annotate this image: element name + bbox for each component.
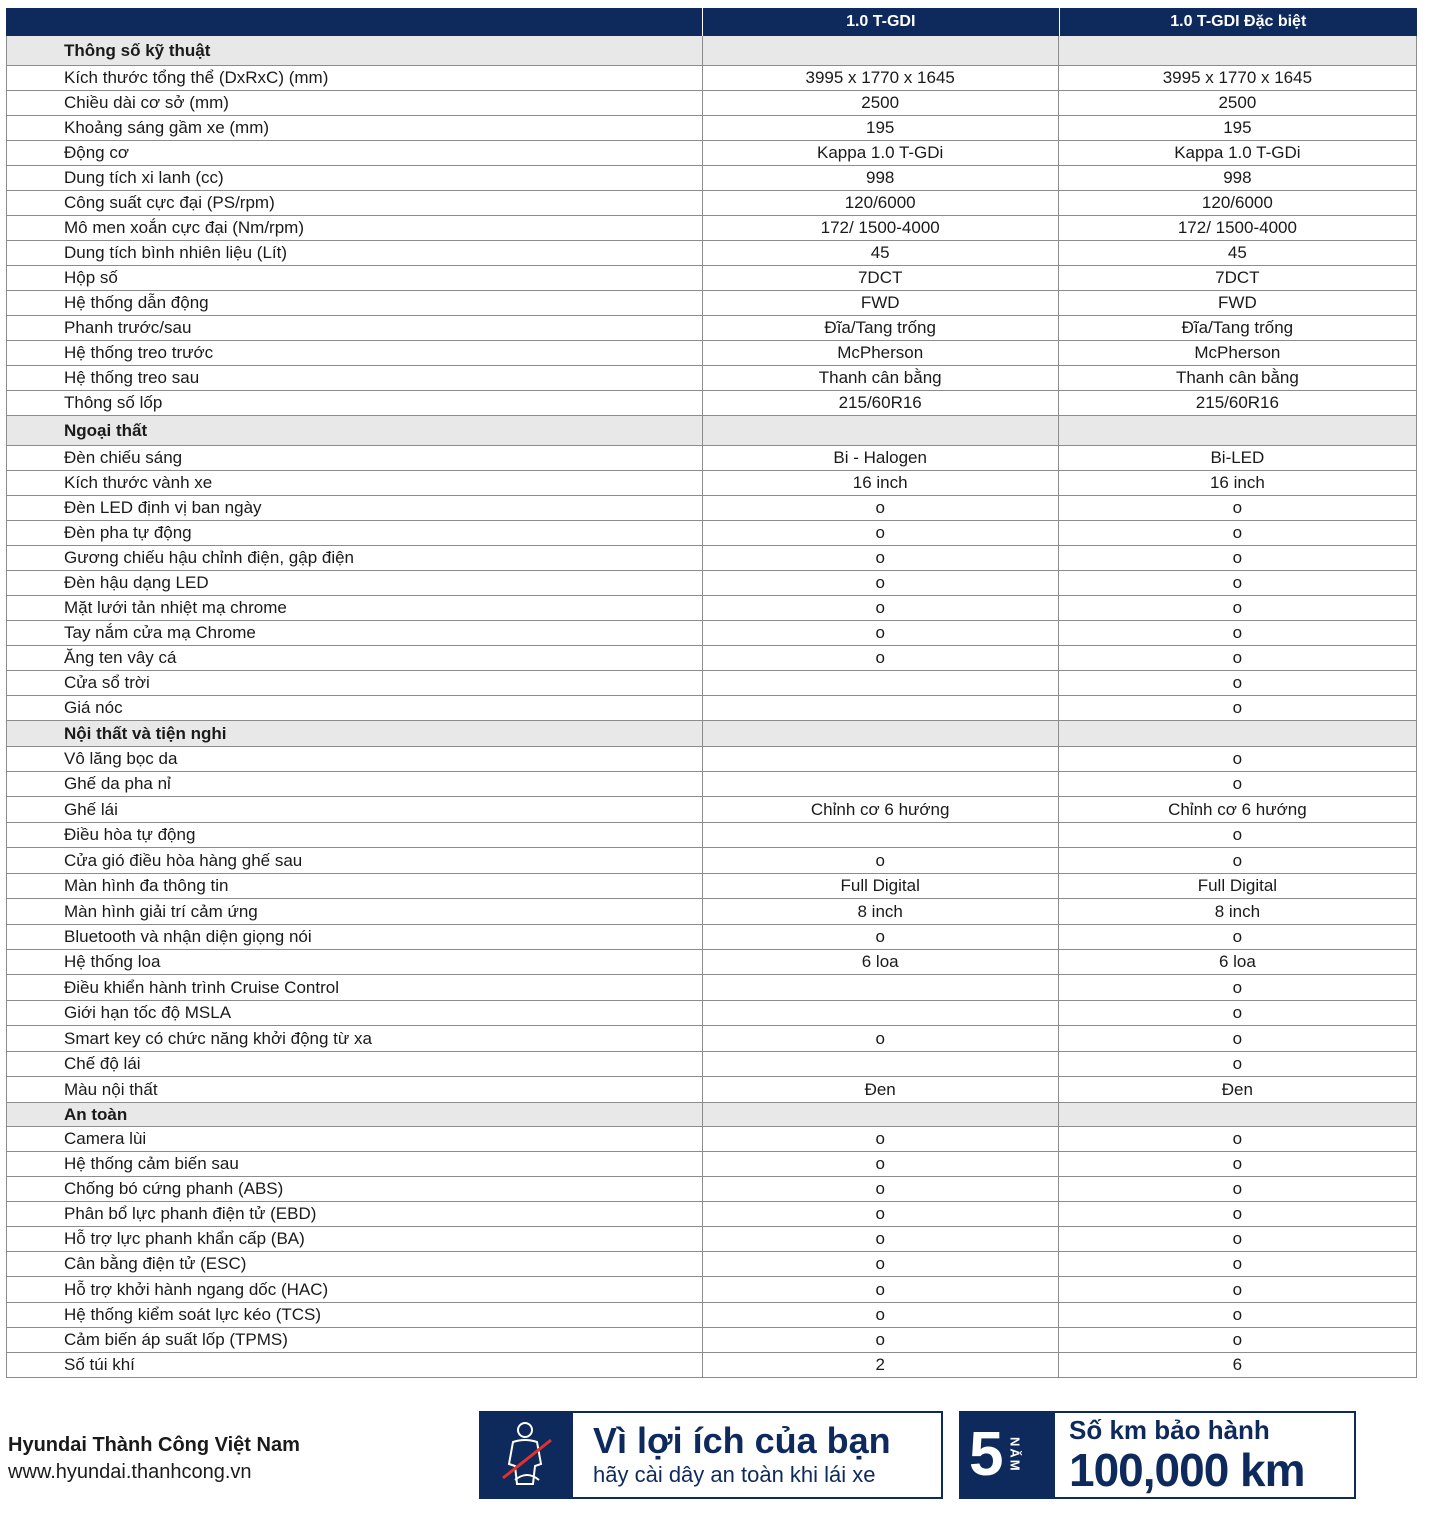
value-standard	[702, 671, 1058, 695]
value-special: 998	[1058, 166, 1417, 190]
table-row	[6, 266, 1417, 291]
value-special: o	[1058, 848, 1417, 873]
value-standard: 16 inch	[702, 471, 1058, 495]
value-standard: FWD	[702, 291, 1058, 315]
spec-table	[6, 8, 1417, 1378]
feature-label: Đèn LED định vị ban ngày	[6, 496, 702, 520]
value-standard: 45	[702, 241, 1058, 265]
table-row	[6, 950, 1417, 975]
value-standard: o	[702, 1026, 1058, 1051]
value-special: Đen	[1058, 1077, 1417, 1102]
value-special	[1058, 1103, 1417, 1126]
table-row	[6, 1177, 1417, 1202]
section-header-row	[6, 721, 1417, 747]
feature-label: Thông số lốp	[6, 391, 702, 415]
table-row	[6, 1052, 1417, 1077]
value-standard	[702, 1103, 1058, 1126]
table-row	[6, 116, 1417, 141]
value-standard: Đen	[702, 1077, 1058, 1102]
table-row	[6, 66, 1417, 91]
value-standard: 120/6000	[702, 191, 1058, 215]
table-row	[6, 1328, 1417, 1353]
value-special: 6 loa	[1058, 950, 1417, 974]
value-standard: 8 inch	[702, 899, 1058, 924]
value-special: 7DCT	[1058, 266, 1417, 290]
value-special: o	[1058, 823, 1417, 847]
warranty-title: Số km bảo hành	[1069, 1415, 1270, 1445]
table-header	[6, 8, 1417, 36]
table-row	[6, 446, 1417, 471]
feature-label: Smart key có chức năng khởi động từ xa	[6, 1026, 702, 1051]
value-standard	[702, 721, 1058, 746]
value-special: o	[1058, 1026, 1417, 1051]
value-special: o	[1058, 1127, 1417, 1151]
value-special: 45	[1058, 241, 1417, 265]
value-standard: o	[702, 1328, 1058, 1352]
seatbelt-subtitle: hãy cài dây an toàn khi lái xe	[593, 1462, 876, 1487]
seatbelt-icon	[481, 1413, 573, 1497]
table-row	[6, 925, 1417, 950]
brand-name: Hyundai Thành Công Việt Nam	[8, 1434, 300, 1456]
feature-label: Đèn chiếu sáng	[6, 446, 702, 470]
value-special: 3995 x 1770 x 1645	[1058, 66, 1417, 90]
table-row	[6, 341, 1417, 366]
table-row	[6, 241, 1417, 266]
value-special: o	[1058, 1227, 1417, 1251]
table-row	[6, 391, 1417, 416]
table-row	[6, 1277, 1417, 1303]
feature-label: Màu nội thất	[6, 1077, 702, 1102]
header-cell-variant-special: 1.0 T-GDI Đặc biệt	[1170, 13, 1307, 30]
feature-label: Dung tích bình nhiên liệu (Lít)	[6, 241, 702, 265]
feature-label: Giá nóc	[6, 696, 702, 720]
value-standard: o	[702, 571, 1058, 595]
value-standard: Kappa 1.0 T-GDi	[702, 141, 1058, 165]
value-special: o	[1058, 1328, 1417, 1352]
feature-label: Đèn pha tự động	[6, 521, 702, 545]
table-row	[6, 772, 1417, 797]
value-special	[1058, 416, 1417, 445]
value-special: o	[1058, 521, 1417, 545]
feature-label: Chống bó cứng phanh (ABS)	[6, 1177, 702, 1201]
feature-label: Chiều dài cơ sở (mm)	[6, 91, 702, 115]
feature-label: Giới hạn tốc độ MSLA	[6, 1001, 702, 1025]
feature-label: Khoảng sáng gầm xe (mm)	[6, 116, 702, 140]
feature-label: Hệ thống treo sau	[6, 366, 702, 390]
value-special: 172/ 1500-4000	[1058, 216, 1417, 240]
value-standard: o	[702, 1303, 1058, 1327]
value-special: 2500	[1058, 91, 1417, 115]
value-special: Thanh cân bằng	[1058, 366, 1417, 390]
table-row	[6, 166, 1417, 191]
table-row	[6, 546, 1417, 571]
feature-label: Cảm biến áp suất lốp (TPMS)	[6, 1328, 702, 1352]
seatbelt-banner	[479, 1411, 943, 1499]
warranty-years: 5	[969, 1420, 1004, 1489]
value-standard	[702, 696, 1058, 720]
table-body	[6, 36, 1417, 1378]
feature-label: Phanh trước/sau	[6, 316, 702, 340]
brand-url: www.hyundai.thanhcong.vn	[8, 1461, 252, 1483]
feature-label: Hỗ trợ khởi hành ngang dốc (HAC)	[6, 1277, 702, 1302]
value-standard: o	[702, 521, 1058, 545]
value-special: 195	[1058, 116, 1417, 140]
section-header-row	[6, 1103, 1417, 1127]
value-standard	[702, 747, 1058, 771]
table-row	[6, 521, 1417, 546]
table-row	[6, 91, 1417, 116]
value-standard: o	[702, 1202, 1058, 1226]
table-row	[6, 1252, 1417, 1277]
value-special: 215/60R16	[1058, 391, 1417, 415]
header-cell-feature	[6, 8, 703, 36]
table-row	[6, 1077, 1417, 1103]
value-special: 16 inch	[1058, 471, 1417, 495]
table-row	[6, 1026, 1417, 1052]
value-special: o	[1058, 925, 1417, 949]
feature-label: Số túi khí	[6, 1353, 702, 1377]
table-row	[6, 646, 1417, 671]
value-special: Kappa 1.0 T-GDi	[1058, 141, 1417, 165]
feature-label: Tay nắm cửa mạ Chrome	[6, 621, 702, 645]
value-special: 8 inch	[1058, 899, 1417, 924]
table-row	[6, 671, 1417, 696]
value-standard: 2	[702, 1353, 1058, 1377]
value-standard	[702, 1001, 1058, 1025]
value-special: o	[1058, 596, 1417, 620]
value-standard: o	[702, 1152, 1058, 1176]
value-standard: 6 loa	[702, 950, 1058, 974]
value-standard: Thanh cân bằng	[702, 366, 1058, 390]
feature-label: Hỗ trợ lực phanh khẩn cấp (BA)	[6, 1227, 702, 1251]
feature-label: Hệ thống cảm biến sau	[6, 1152, 702, 1176]
value-standard	[702, 772, 1058, 796]
table-row	[6, 874, 1417, 899]
value-standard: o	[702, 546, 1058, 570]
value-special: o	[1058, 621, 1417, 645]
table-row	[6, 366, 1417, 391]
value-standard: o	[702, 1227, 1058, 1251]
table-row	[6, 747, 1417, 772]
value-standard	[702, 823, 1058, 847]
feature-label: Mô men xoắn cực đại (Nm/rpm)	[6, 216, 702, 240]
seatbelt-title: Vì lợi ích của bạn	[593, 1420, 891, 1461]
value-special: o	[1058, 671, 1417, 695]
feature-label: Kích thước tổng thể (DxRxC) (mm)	[6, 66, 702, 90]
value-special: o	[1058, 1001, 1417, 1025]
value-special	[1058, 36, 1417, 65]
section-title: Ngoại thất	[6, 416, 702, 445]
table-row	[6, 1227, 1417, 1252]
feature-label: Bluetooth và nhận diện giọng nói	[6, 925, 702, 949]
value-standard: 3995 x 1770 x 1645	[702, 66, 1058, 90]
value-standard	[702, 1052, 1058, 1076]
feature-label: Hệ thống dẫn động	[6, 291, 702, 315]
table-row	[6, 216, 1417, 241]
table-row	[6, 797, 1417, 823]
table-row	[6, 291, 1417, 316]
value-special: Full Digital	[1058, 874, 1417, 898]
value-standard: Đĩa/Tang trống	[702, 316, 1058, 340]
value-special: o	[1058, 496, 1417, 520]
value-standard: o	[702, 496, 1058, 520]
value-special	[1058, 721, 1417, 746]
feature-label: Cửa sổ trời	[6, 671, 702, 695]
warranty-distance: 100,000 km	[1069, 1444, 1305, 1496]
value-special: o	[1058, 1052, 1417, 1076]
section-header-row	[6, 36, 1417, 66]
section-header-row	[6, 416, 1417, 446]
value-standard	[702, 36, 1058, 65]
feature-label: Ghế da pha nỉ	[6, 772, 702, 796]
table-row	[6, 141, 1417, 166]
value-standard	[702, 416, 1058, 445]
value-special: o	[1058, 975, 1417, 1000]
feature-label: Cửa gió điều hòa hàng ghế sau	[6, 848, 702, 873]
value-standard: o	[702, 1127, 1058, 1151]
value-special: Chỉnh cơ 6 hướng	[1058, 797, 1417, 822]
value-standard: 215/60R16	[702, 391, 1058, 415]
value-special: FWD	[1058, 291, 1417, 315]
feature-label: Màn hình giải trí cảm ứng	[6, 899, 702, 924]
value-standard: o	[702, 1277, 1058, 1302]
value-standard: o	[702, 646, 1058, 670]
value-special: o	[1058, 1303, 1417, 1327]
feature-label: Phân bổ lực phanh điện tử (EBD)	[6, 1202, 702, 1226]
table-row	[6, 596, 1417, 621]
value-special: o	[1058, 696, 1417, 720]
value-special: Bi-LED	[1058, 446, 1417, 470]
feature-label: Hệ thống kiểm soát lực kéo (TCS)	[6, 1303, 702, 1327]
value-special: o	[1058, 747, 1417, 771]
section-title: An toàn	[6, 1103, 702, 1126]
value-standard: o	[702, 925, 1058, 949]
value-standard: Bi - Halogen	[702, 446, 1058, 470]
value-special: o	[1058, 1152, 1417, 1176]
feature-label: Chế độ lái	[6, 1052, 702, 1076]
value-standard: McPherson	[702, 341, 1058, 365]
table-row	[6, 848, 1417, 874]
value-special: o	[1058, 646, 1417, 670]
feature-label: Dung tích xi lanh (cc)	[6, 166, 702, 190]
value-special: o	[1058, 1252, 1417, 1276]
value-standard: o	[702, 621, 1058, 645]
value-special: o	[1058, 1177, 1417, 1201]
table-row	[6, 191, 1417, 216]
table-row	[6, 823, 1417, 848]
feature-label: Điều hòa tự động	[6, 823, 702, 847]
header-cell-variant-standard: 1.0 T-GDI	[703, 8, 1060, 36]
table-row	[6, 316, 1417, 341]
table-row	[6, 1127, 1417, 1152]
feature-label: Kích thước vành xe	[6, 471, 702, 495]
value-standard: o	[702, 848, 1058, 873]
table-row	[6, 1152, 1417, 1177]
feature-label: Công suất cực đại (PS/rpm)	[6, 191, 702, 215]
value-special: 6	[1058, 1353, 1417, 1377]
feature-label: Ăng ten vây cá	[6, 646, 702, 670]
table-row	[6, 1303, 1417, 1328]
warranty-banner	[959, 1411, 1356, 1499]
value-standard: 2500	[702, 91, 1058, 115]
value-special: McPherson	[1058, 341, 1417, 365]
value-standard: 998	[702, 166, 1058, 190]
table-row	[6, 471, 1417, 496]
value-standard	[702, 975, 1058, 1000]
table-row	[6, 1353, 1417, 1378]
table-row	[6, 1001, 1417, 1026]
table-row	[6, 571, 1417, 596]
value-special: o	[1058, 571, 1417, 595]
value-standard: 172/ 1500-4000	[702, 216, 1058, 240]
footer-brand	[8, 1434, 300, 1484]
feature-label: Hệ thống loa	[6, 950, 702, 974]
section-title: Thông số kỹ thuật	[6, 36, 702, 65]
value-standard: o	[702, 1177, 1058, 1201]
value-special: o	[1058, 1202, 1417, 1226]
feature-label: Mặt lưới tản nhiệt mạ chrome	[6, 596, 702, 620]
feature-label: Cân bằng điện tử (ESC)	[6, 1252, 702, 1276]
table-row	[6, 621, 1417, 646]
value-standard: 195	[702, 116, 1058, 140]
value-standard: o	[702, 1252, 1058, 1276]
value-standard: o	[702, 596, 1058, 620]
value-special: Đĩa/Tang trống	[1058, 316, 1417, 340]
value-standard: Full Digital	[702, 874, 1058, 898]
feature-label: Màn hình đa thông tin	[6, 874, 702, 898]
warranty-years-unit: NĂM	[1007, 1437, 1023, 1473]
feature-label: Hộp số	[6, 266, 702, 290]
feature-label: Động cơ	[6, 141, 702, 165]
table-row	[6, 1202, 1417, 1227]
section-title: Nội thất và tiện nghi	[6, 721, 702, 746]
value-standard: Chỉnh cơ 6 hướng	[702, 797, 1058, 822]
table-row	[6, 696, 1417, 721]
table-row	[6, 975, 1417, 1001]
feature-label: Điều khiển hành trình Cruise Control	[6, 975, 702, 1000]
value-special: o	[1058, 1277, 1417, 1302]
value-standard: 7DCT	[702, 266, 1058, 290]
table-row	[6, 496, 1417, 521]
value-special: 120/6000	[1058, 191, 1417, 215]
feature-label: Ghế lái	[6, 797, 702, 822]
warranty-badge	[961, 1413, 1055, 1497]
feature-label: Hệ thống treo trước	[6, 341, 702, 365]
feature-label: Camera lùi	[6, 1127, 702, 1151]
value-special: o	[1058, 546, 1417, 570]
feature-label: Đèn hậu dạng LED	[6, 571, 702, 595]
table-row	[6, 899, 1417, 925]
feature-label: Gương chiếu hậu chỉnh điện, gập điện	[6, 546, 702, 570]
feature-label: Vô lăng bọc da	[6, 747, 702, 771]
value-special: o	[1058, 772, 1417, 796]
